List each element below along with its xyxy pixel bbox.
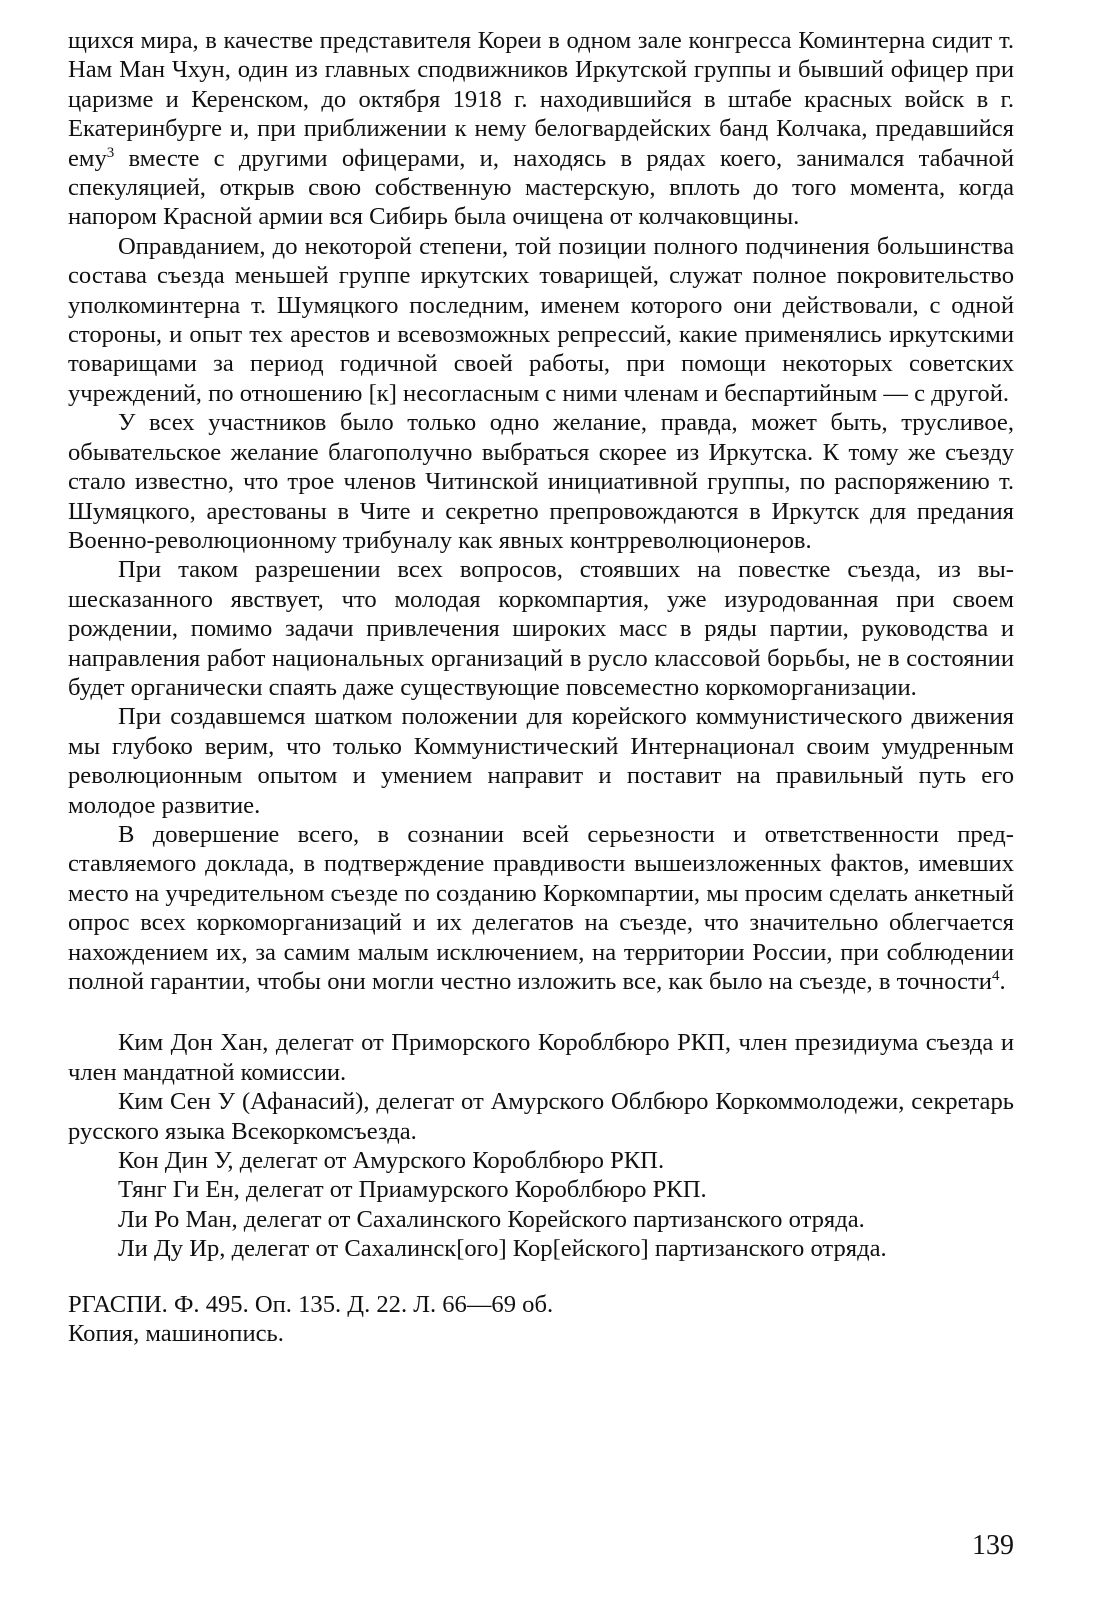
signatories-list bbox=[68, 1028, 1014, 1263]
copy-note: Копия, машинопись. bbox=[68, 1320, 284, 1348]
paragraph-1-text: щихся мира, в качестве представителя Кореи в одном зале конгресса Коминтерна сидит т. Нам Ман Чхун, один из главных сподвижников Иркутской группы и бывший офицер при царизме и Керенском, до октября 1918 г. находившийся в штабе красных войск в г. Екатеринбурге и, при приближении к нему белогвардейских банд Колчака, предавшийся ему bbox=[68, 27, 1014, 172]
archive-reference: РГАСПИ. Ф. 495. Оп. 135. Д. 22. Л. 66—69 об. bbox=[68, 1290, 554, 1318]
signatory-5: Ли Ро Ман, делегат от Сахалинского Корейского партизанского отряда. bbox=[118, 1205, 865, 1233]
signatory-4: Тянг Ги Ен, делегат от Приамурского Короблбюро РКП. bbox=[118, 1176, 707, 1204]
paragraph-6-text: В довершение всего, в сознании всей серьезности и ответственности представляемого доклада, в подтверждение правдивости вышеизложенных фактов, имевших место на учредительном съезде по созданию Коркомпартии, мы просим сделать анкетный опрос всех коркоморганизаций и их делегатов на съезде, что значительно облегчается нахождением их, за самим малым исключением, на территории России, при соблюдении полной гарантии, чтобы они могли честно изложить все, как было на съезде, в точности bbox=[68, 820, 1014, 995]
spacer bbox=[68, 996, 1014, 1028]
spacer bbox=[68, 1264, 1014, 1290]
body-paragraph-3: У всех участников было только одно желание, правда, может быть, трусливое, обывательское желание благополучно выбраться скорее из Иркутска. К тому же съезду стало известно, что трое членов Читинской инициативной группы, по распоряжению т. Шумяцкого, арестованы в Чите и секретно препровождаются в Иркутск для предания Военно-революционному трибуналу как явных контрреволюционеров. bbox=[68, 409, 1014, 554]
page-number: 139 bbox=[972, 1530, 1014, 1561]
body-paragraph-6 bbox=[68, 820, 1014, 996]
footnote-ref-3: 3 bbox=[106, 144, 115, 161]
body-paragraph-1 bbox=[68, 26, 1014, 232]
document-page bbox=[68, 26, 1014, 1348]
signatory-6: Ли Ду Ир, делегат от Сахалинск[ого] Кор[ейского] партизанского отряда. bbox=[118, 1235, 887, 1263]
paragraph-1-continuation: вместе с другими офицерами, и, находясь в рядах коего, занимался табачной спекуляцией, открыв свою собственную мастерскую, вплоть до того момента, когда напором Красной армии вся Сибирь была очищена от колчаковщины. bbox=[68, 144, 1014, 231]
footnote-ref-4: 4 bbox=[991, 968, 1000, 984]
signatory-3: Кон Дин У, делегат от Амурского Короблбюро РКП. bbox=[118, 1147, 665, 1175]
paragraph-6-end: . bbox=[999, 968, 1006, 995]
signatory-2: Ким Сен У (Афанасий), делегат от Амурского Облбюро Коркоммолодежи, секретарь русского языка Всекоркомсъезда. bbox=[68, 1088, 1014, 1145]
body-paragraph-5: При создавшемся шатком положении для корейского коммунистического движения мы глубоко верим, что только Коммунистический Интернационал своим умудренным революционным опытом и умением направит и поставит на правильный путь его молодое развитие. bbox=[68, 703, 1014, 819]
body-paragraph-4: При таком разрешении всех вопросов, стоявших на повестке съезда, из вышесказанного явствует, что молодая коркомпартия, уже изуродованная при своем рождении, помимо задачи привлечения широких масс в ряды партии, руководства и направления работ национальных организаций в русло классовой борьбы, не в состоянии будет органически спаять даже существующие повсеместно коркоморганизации. bbox=[68, 556, 1014, 701]
signatory-1: Ким Дон Хан, делегат от Приморского Короблбюро РКП, член президиума съезда и член мандатной комиссии. bbox=[68, 1029, 1014, 1086]
body-paragraph-2: Оправданием, до некоторой степени, той позиции полного подчинения большинства состава съезда меньшей группе иркутских товарищей, служат полное покровительство уполкоминтерна т. Шумяцкого последним, именем которого они действовали, с одной стороны, и опыт тех арестов и всевозможных репрессий, какие применялись иркутскими товарищами за период годичной своей работы, при помощи некоторых советских учреждений, по отношению [к] несогласным с ними членам и беспартийным — с другой. bbox=[68, 232, 1014, 407]
